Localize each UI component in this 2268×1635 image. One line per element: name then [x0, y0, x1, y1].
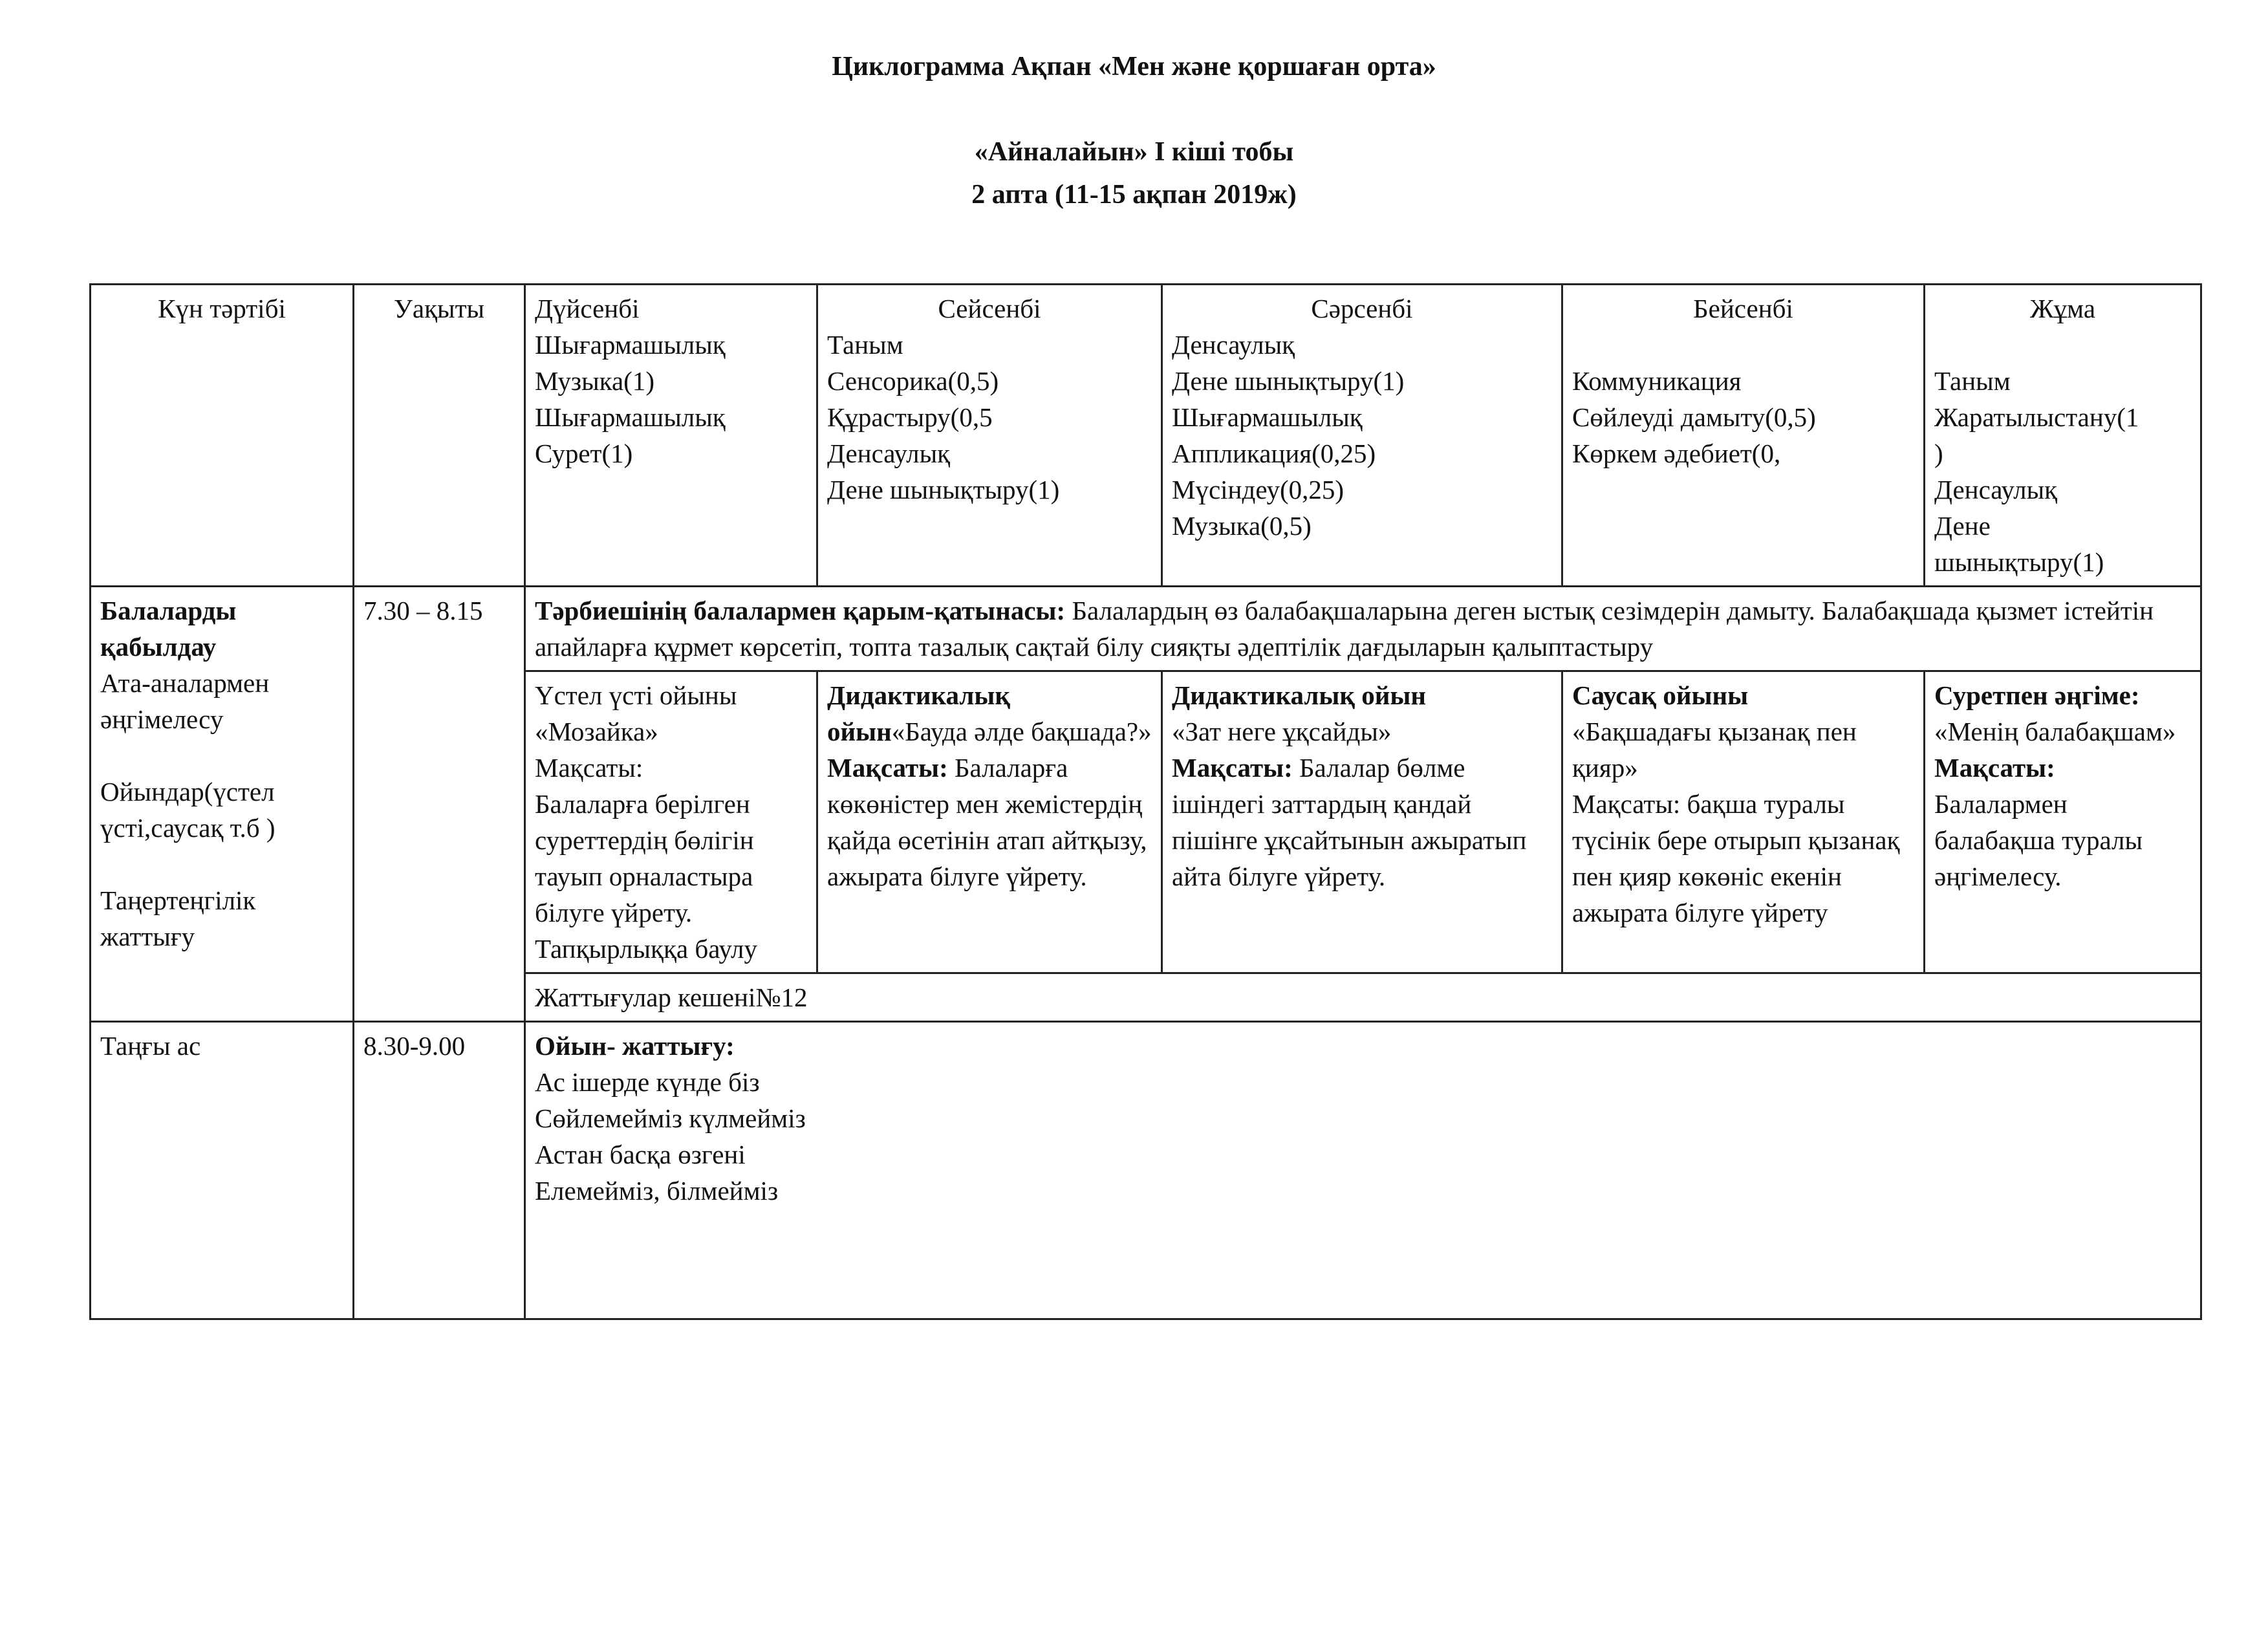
breakfast-row — [91, 1022, 2201, 1319]
col-header-time: Уақыты — [354, 285, 525, 587]
document-header — [0, 45, 2268, 216]
exercise-set: Жаттығулар кешені№12 — [525, 973, 2201, 1022]
col-header-wednesday: Сәрсенбі Денсаулық Дене шынықтыру(1) Шығармашылық Аппликация(0,25) Мүсіндеу(0,25) Музыка(0,5) — [1162, 285, 1562, 587]
col-header-thursday: Бейсенбі Коммуникация Сөйлеуді дамыту(0,5) Көркем әдебиет(0, — [1562, 285, 1925, 587]
game-monday: Үстел үсті ойыны «Мозайка» Мақсаты: Балаларға берілген суреттердің бөлігін тауып орналастыра білуге үйрету. Тапқырлыққа баулу — [525, 671, 817, 973]
reception-row — [91, 587, 2201, 671]
document-title: Циклограмма Ақпан «Мен және қоршаған орта» — [832, 52, 1436, 81]
teacher-communication: Тәрбиешінің балалармен қарым-қатынасы: Балалардың өз балабақшаларына деген ыстық сезімдерін дамыту. Балабақшада қызмет істейтін апайларға құрмет көрсетіп, топта тазалық сақтай білу сияқты әдептілік дағдыларын қалыптастыру — [525, 587, 2201, 671]
col-header-monday: Дүйсенбі Шығармашылық Музыка(1) Шығармашылық Сурет(1) — [525, 285, 817, 587]
breakfast-game: Ойын- жаттығу: Ас ішерде күнде біз Сөйлемейміз күлмейміз Астан басқа өзгені Елемейміз, білмейміз — [525, 1022, 2201, 1319]
group-name: «Айналайын» І кіші тобы — [974, 137, 1294, 167]
game-friday: Суретпен әңгіме: «Менің балабақшам» Мақсаты: Балалармен балабақша туралы әңгімелесу. — [1925, 671, 2201, 973]
reception-time: 7.30 – 8.15 — [354, 587, 525, 1022]
breakfast-label: Таңғы ас — [91, 1022, 354, 1319]
week-range: 2 апта (11-15 ақпан 2019ж) — [971, 180, 1297, 210]
table-header-row — [91, 285, 2201, 587]
schedule-table — [89, 283, 2202, 1320]
col-header-friday: Жұма Таным Жаратылыстану(1 ) Денсаулық Дене шынықтыру(1) — [1925, 285, 2201, 587]
game-tuesday: Дидактикалық ойын«Бауда әлде бақшада?» Мақсаты: Балаларға көкөністер мен жемістердің қайда өсетінін атап айтқызу, ажырата білуге үйрету. — [817, 671, 1162, 973]
reception-label-cell: Балаларды қабылдау Ата-аналармен әңгімелесу Ойындар(үстел үсті,саусақ т.б ) Таңертеңгілік жаттығу — [91, 587, 354, 1022]
game-thursday: Саусақ ойыны «Бақшадағы қызанақ пен қияр» Мақсаты: бақша туралы түсінік бере отырып қызанақ пен қияр көкөніс екенін ажырата білуге үйрету — [1562, 671, 1925, 973]
breakfast-time: 8.30-9.00 — [354, 1022, 525, 1319]
game-wednesday: Дидактикалық ойын «Зат неге ұқсайды» Мақсаты: Балалар бөлме ішіндегі заттардың қандай пішінге ұқсайтынын ажыратып айта білуге үйрету. — [1162, 671, 1562, 973]
col-header-schedule: Күн тәртібі — [91, 285, 354, 587]
col-header-tuesday: Сейсенбі Таным Сенсорика(0,5) Құрастыру(0,5 Денсаулық Дене шынықтыру(1) — [817, 285, 1162, 587]
